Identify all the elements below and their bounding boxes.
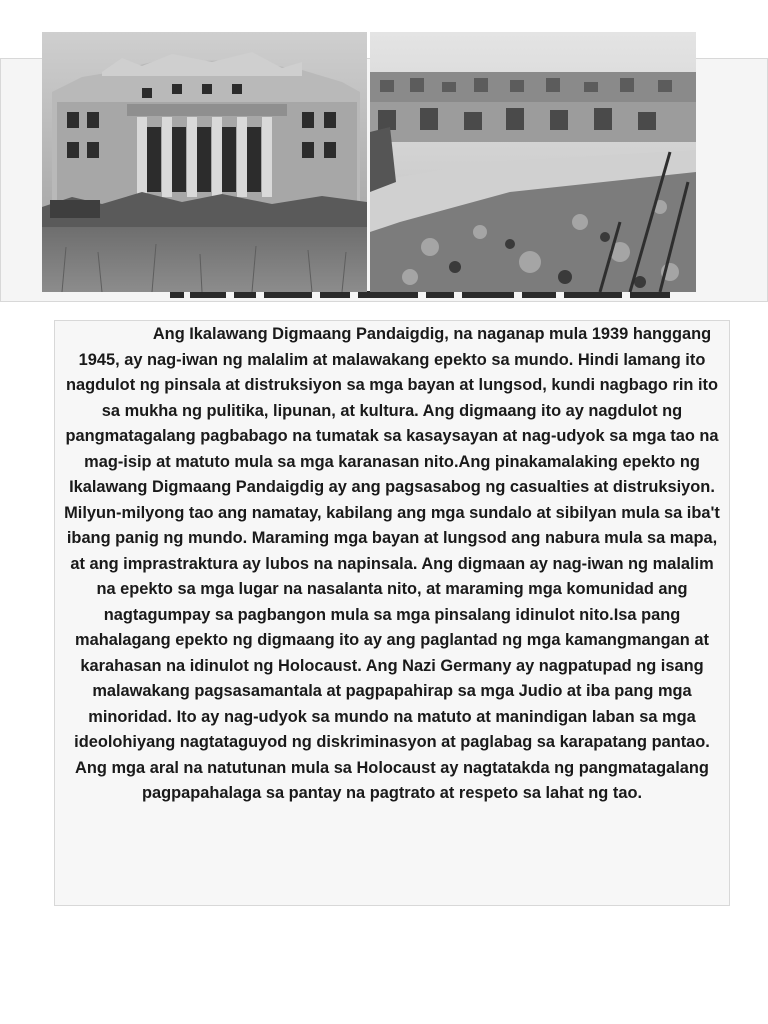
essay-text-box xyxy=(54,320,730,906)
bombed-building-photo-icon xyxy=(42,32,367,292)
ruined-city-photo-icon xyxy=(370,32,696,292)
essay-paragraph: Ang Ikalawang Digmaang Pandaigdig, na naganap mula 1939 hanggang 1945, ay nag-iwan ng malalim at malawakang epekto sa mundo. Hindi lamang ito nagdulot ng pinsala at distruksiyon sa mga bayan at lungsod, kundi nagbago rin ito sa mukha ng pulitika, lipunan, at kultura. Ang digmaang ito ay nagdulot ng pangmatagalang pagbabago na tumatak sa kasaysayan at nag-udyok sa mga tao na mag-isip at matuto mula sa mga karanasan nito.Ang pinakamalaking epekto ng Ikalawang Digmaang Pandaigdig ay ang pagsasabog ng casualties at distruksiyon. Milyun-milyong tao ang namatay, kabilang ang mga sundalo at sibilyan mula sa iba't ibang panig ng mundo. Maraming mga bayan at lungsod ang nabura mula sa mapa, at ang imprastraktura ay lubos na napinsala. Ang digmaan ay nag-iwan ng malalim na epekto sa mga lugar na nasalanta nito, at maraming mga komunidad ang nagtagumpay sa pagbangon mula sa mga pinsalang idinulot nito.Isa pang mahalagang epekto ng digmaang ito ay ang paglantad ng mga kamangmangan at karahasan na idinulot ng Holocaust. Ang Nazi Germany ay nagpatupad ng isang malawakang pagsasamantala at pagpapahirap sa mga Judio at iba pang mga minoridad. Ito ay nag-udyok sa mundo na matuto at manindigan laban sa mga ideolohiyang nagtataguyod ng diskriminasyon at paglabag sa karapatang pantao. Ang mga aral na natutunan mula sa Holocaust ay nagtatakda ng pangmatagalang pagpapahalaga sa pantay na pagtrato at respeto sa lahat ng tao. xyxy=(64,325,720,802)
ruined-city-photo xyxy=(370,32,696,292)
bombed-building-photo xyxy=(42,32,367,292)
